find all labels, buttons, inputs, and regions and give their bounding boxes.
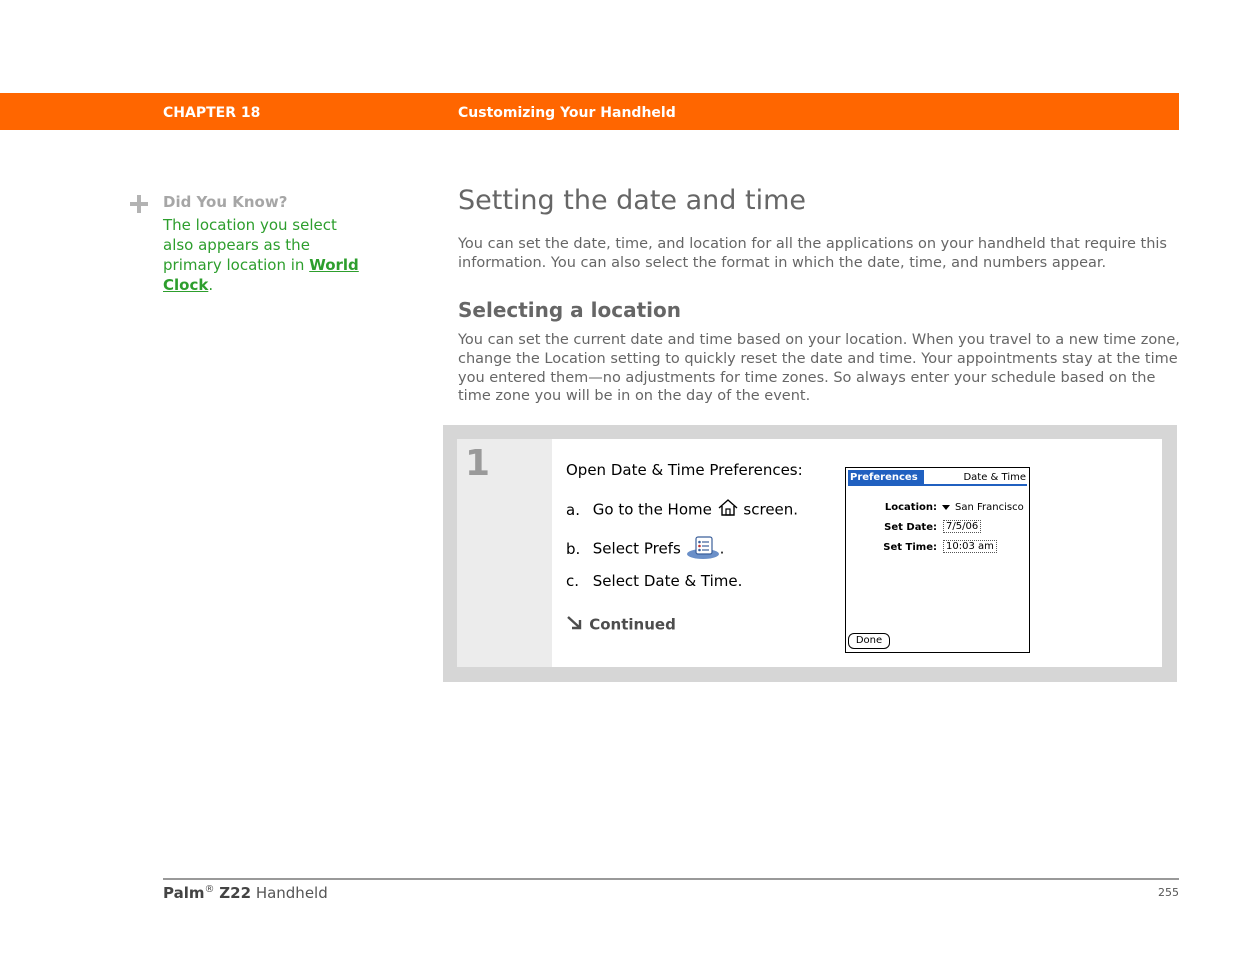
palm-location-label: Location:	[884, 502, 937, 513]
palm-set-date-value: 7/5/06	[943, 521, 981, 532]
palm-set-date-label: Set Date:	[884, 522, 937, 533]
step-number: 1	[465, 443, 491, 484]
arrow-down-right-icon	[566, 615, 584, 635]
section-paragraph: You can set the current date and time based on your location. When you travel to a new time zone, change the Location setting to quickly reset the date and time. Your appointments stay at the time you entered them—no adjustments for time zones. So always enter your schedule based on the time zone you will be in on the day of the event.	[458, 332, 1180, 405]
step-box	[443, 425, 1177, 682]
plus-icon	[130, 195, 148, 213]
step-item-home: a. Go to the Home screen.	[566, 498, 798, 522]
palm-date-time-screen	[845, 467, 1030, 653]
footer-rule	[163, 878, 1179, 880]
chapter-header-band	[0, 93, 1179, 130]
chapter-label: CHAPTER 18	[163, 105, 261, 121]
home-icon	[717, 498, 739, 522]
palm-preferences-tab: Preferences	[848, 470, 924, 485]
page-number: 255	[1158, 886, 1179, 899]
did-you-know-text: The location you select also appears as the primary location in	[163, 216, 337, 274]
world-clock-link[interactable]: World Clock	[163, 256, 359, 294]
continued-indicator[interactable]: Continued	[566, 615, 676, 635]
step-number-column	[457, 439, 552, 667]
palm-set-time-value: 10:03 am	[943, 541, 997, 552]
did-you-know-heading: Did You Know?	[163, 193, 288, 211]
dropdown-arrow-icon	[942, 505, 950, 510]
palm-set-time-label: Set Time:	[883, 542, 937, 553]
palm-app-name: Date & Time	[963, 472, 1026, 483]
chapter-title: Customizing Your Handheld	[458, 105, 676, 121]
section-heading: Selecting a location	[458, 298, 681, 322]
footer-product-name: Palm® Z22 Handheld	[163, 884, 328, 902]
page-title: Setting the date and time	[458, 185, 806, 216]
step-item-date-time: c. Select Date & Time.	[566, 572, 743, 590]
step-item-prefs: b. Select Prefs .	[566, 534, 724, 564]
step-content	[552, 439, 1162, 667]
palm-done-button: Done	[848, 633, 890, 649]
step-intro: Open Date & Time Preferences:	[566, 461, 803, 479]
intro-paragraph: You can set the date, time, and location for all the applications on your handheld that require this information. You can also select the format in which the date, time, and numbers appear.	[458, 236, 1167, 271]
palm-title-rule	[848, 484, 1027, 486]
palm-location-value: San Francisco	[942, 502, 1024, 513]
prefs-icon	[686, 534, 720, 564]
did-you-know-body: The location you select also appears as the primary location in World Clock.	[163, 216, 359, 294]
